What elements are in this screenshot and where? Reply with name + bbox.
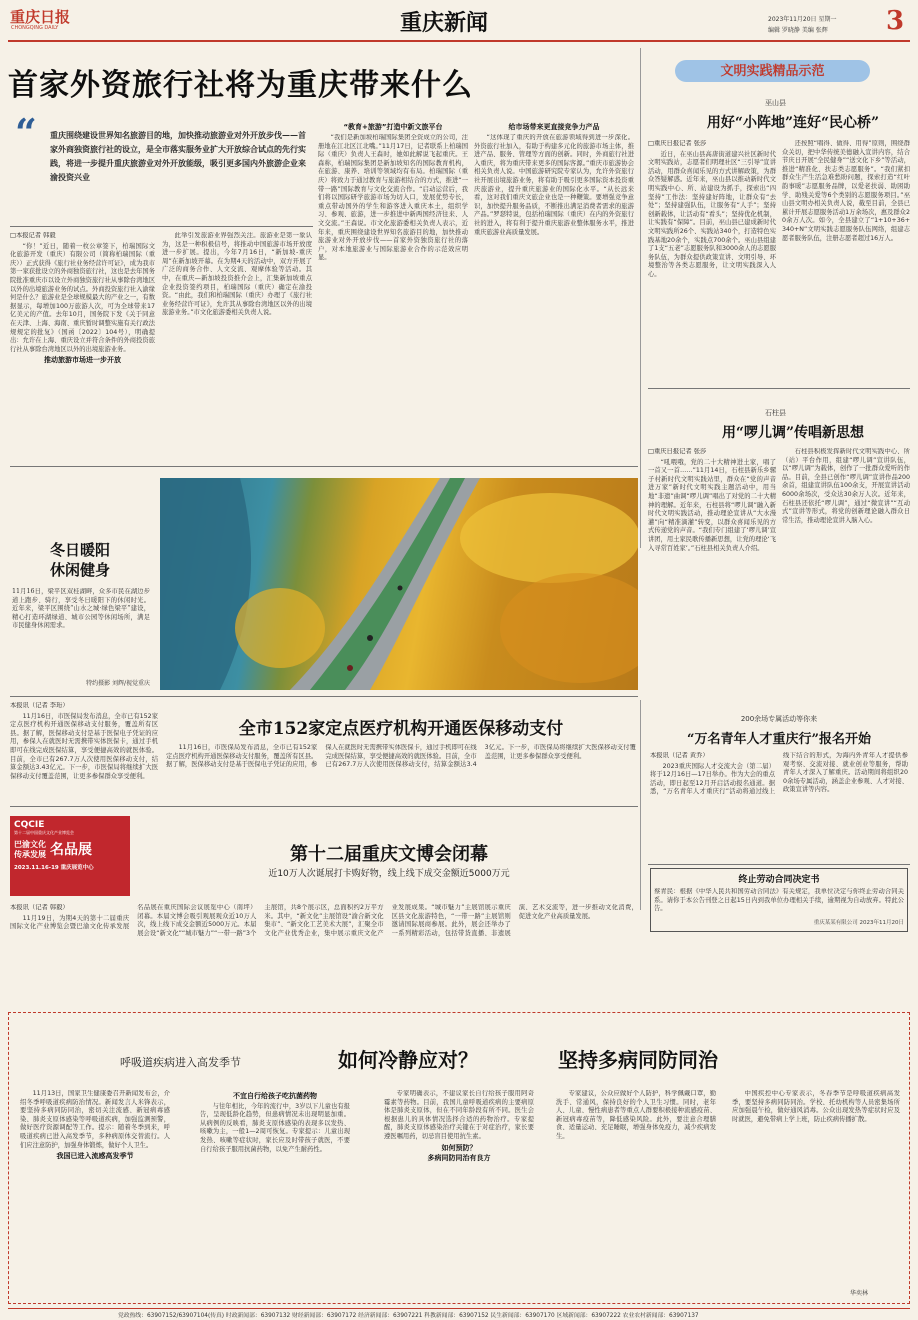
footer-rule xyxy=(8,1308,910,1309)
lead-byline: □本报记者 韩毅 xyxy=(10,232,56,239)
lead-headline: 首家外资旅行社将为重庆带来什么 xyxy=(8,68,473,103)
lead-quote: 重庆围绕建设世界知名旅游目的地，加快推动旅游业对外开放步伐——首家外商独资旅行社的设立，是全市落实服务业扩大开放综合试点的先行实践，将进一步提升重庆旅游业对外开放能级，吸引更多国内外旅游企业来渝投资兴业 xyxy=(50,130,306,182)
wenming-banner-text: 文明实践精品示范 xyxy=(720,64,825,79)
wenming-location-1: 巫山县 xyxy=(765,99,786,107)
health-col4 xyxy=(556,1090,716,1298)
quote-mark-icon: “ xyxy=(15,110,37,155)
labor-notice-sign: 重庆某某有限公司 2023年11月20日 xyxy=(813,920,904,926)
wenming-title-1: 用好“小阵地”连好“民心桥” xyxy=(706,115,880,131)
wenming-col2-text: 还按照“唱得、做得、用得”原则，围绕群众关切，把中华传统美德融入宣讲内容，结合节庆日开展“全民健身”“送文化下乡”等活动，推进“精准化、扶志类志愿服务”。“我们紧扣群众生产生活急难愁盼问题，探索打造“红叶韵事暖”志愿服务品牌，以爱老扶弱、助困助学、助残关爱等6个类别的志愿服务项目。”巫山县文明办相关负责人说，截至目前，全县已累计开展志愿服务活动1万余场次，惠及群众20余万人次。如今，全县建立了“1+10+36+340+N”文明实践志愿服务队伍网络，组建志愿者服务队伍，注册志愿者超过16万人。 xyxy=(782,140,910,242)
newspaper-logo: 重庆日报 xyxy=(10,8,71,26)
lead-col2 xyxy=(162,232,312,460)
expo-body-text: 11月19日，为期4天的第十二届重庆国际文化产业博览会暨巴渝文化传承发展名品展在重庆国际会议展览中心（南坪）闭幕。本届文博会吸引观展观众近10万人次，线上线下成交金额近5000万元。本届展会设“新文化”“城市魅力”“一带一路”3个主展馆，共8个展示区，总面积约2万平方米。其中，“新文化”主展馆设“渝合新文化集市”、“新文化工艺美术大展”，汇聚全市文化产业优秀企业，集中展示重庆文化产业发展成果。“城市魅力”主展馆展示重庆区县文化旅游特色，“一带一路”主展馆则邀请国际展商参展。此外，展会还举办了一系列精彩活动，包括带货直播、非遗展演、艺术交流等，进一步推动文化消费，促进文化产业高质量发展。 xyxy=(10,904,638,937)
labor-notice xyxy=(650,868,908,932)
expo-ad-banner-2: 传承发展 xyxy=(14,849,46,859)
health-kicker: 呼吸道疾病进入高发季节 xyxy=(120,1056,241,1069)
lead-col3 xyxy=(318,134,468,460)
talent-body xyxy=(650,752,908,860)
health-col1-text: 11月13日，国家卫生健康委召开新闻发布会，介绍冬季呼吸道疾病防治情况。新闻发言人米锋表示，要坚持多病同防同治，密切关注流感、新冠病毒感染、肺炎支原体感染等呼吸道疾病，加强监测预警，做好医疗资源调配等工作。提示：随着冬季到来，呼吸道疾病已进入高发季节，多种病原体交替流行。人们应注意防护，加强身体锻炼，做好个人卫生。 xyxy=(20,1090,170,1149)
health-sub2: 不宜自行给孩子吃抗菌药物 xyxy=(233,1092,317,1100)
photo-title xyxy=(10,540,150,580)
lead-col2-text: 此举引发旅游业界强烈关注。旅游业是第一象认为，这是一种积极信号，将推动中国旅游市场开放度进一步扩展。提出，今年7月16日，“新加坡-重庆周”在新加坡开幕。在为期4天的活动中，双方开展了广泛的商务合作、人文交流、观摩体验等活动。其中，在重庆—新加坡投资推介会上，汇集新加坡重点企业投资签约项目，柏瑞国际（重庆）确定在渝投资。“由此，我们和柏瑞国际（重庆）办理了《旅行社业务经营许可证》，允许其从事除台湾地区以外的出境旅游业务。”市文化旅游委相关负责人说。 xyxy=(162,232,312,317)
footer-hotlines: 党政热线：63907152/63907104(传真) 时政新闻部：63907132 财经新闻部：63907172 经济新闻部：63907221 科教新闻部：63907152 民生新闻部：63907170 区域新闻部：63907222 农业农村新闻部：63907137 xyxy=(118,1313,699,1319)
health-col4-text: 专家建议，公众应做好个人防护，科学佩戴口罩，勤洗手、常通风，保持良好的个人卫生习惯。同时，老年人、儿童、慢性病患者等重点人群要积极接种流感疫苗、新冠病毒疫苗等，降低感染风险。此外，要注意合理膳食、适量运动、充足睡眠，增强身体免疫力，减少疾病发生。 xyxy=(556,1090,716,1140)
medical-body xyxy=(166,744,636,800)
expo-body xyxy=(10,904,638,976)
issue-date: 2023年11月20日 星期一 xyxy=(768,16,837,23)
page-number: 3 xyxy=(886,6,905,36)
photo-credit: 特约摄影 刘辉/视觉重庆 xyxy=(86,680,150,687)
lead-col4-text: “这体现了重庆的开放在旅游领域得到进一步深化。外资旅行社加入，有助于构建多元化的旅游市场主体，推进产品、服务、管理等方面的创新。同时，外商旅行社进入重庆，将为重庆带来更多的国际客源。”重庆市旅游协会相关负责人说。中国旅游研究院专家认为，允许外资旅行社开展出境旅游业务，将有助于吸引更多国际资本投资重庆旅游业，提升重庆旅游业的国际化水平。“从长远来看，这对我们重庆文旅企业也是一种鞭策。要增强竞争意识，加快提升服务品质，不断推出满足消费者需求的旅游产品。”罗瑟特说，包括柏瑞国际（重庆）在内的外资旅行社的进入，将有利于提升重庆旅游业整体服务水平，推进重庆旅游业高质量发展。 xyxy=(474,134,634,236)
expo-ad-logo: CQCIE xyxy=(14,820,45,830)
expo-ad-banner-1: 巴渝文化 xyxy=(14,839,46,849)
section-name: 重庆新闻 xyxy=(400,10,489,36)
medical-headline: 全市152家定点医疗机构开通医保移动支付 xyxy=(238,719,564,739)
shizhu-col1 xyxy=(648,448,776,690)
expo-ad-dates: 2023.11.16-19 重庆展览中心 xyxy=(14,865,94,871)
medical-lead-col xyxy=(10,702,158,802)
park-photo xyxy=(160,478,638,690)
health-question: 如何冷静应对？ xyxy=(338,1048,478,1072)
shizhu-location: 石柱县 xyxy=(765,409,786,417)
shizhu-byline: □重庆日报记者 张莎 xyxy=(648,448,707,455)
labor-notice-title: 终止劳动合同决定书 xyxy=(738,875,820,885)
health-sub4: 多病同防同治有良方 xyxy=(427,1154,491,1163)
shizhu-title: 用“啰儿调”传唱新思想 xyxy=(721,425,865,441)
health-col5 xyxy=(732,1090,900,1286)
masthead-rule xyxy=(8,40,910,42)
lead-sub3: 给市场带来更直接竞争力产品 xyxy=(508,123,600,131)
wenming-banner xyxy=(675,60,870,82)
health-col1 xyxy=(20,1090,170,1298)
expo-ad xyxy=(10,816,130,896)
health-col2-text: 与往年相比，今年的流行中，3岁以下儿童也有报告，呈现低龄化趋势，但患病情况未出现明显加重。从病例的反映看，肺炎支原体感染的表现多以发热、咳嗽为主，一般1—2周可恢复。专家提示：儿童出现发热、咳嗽等症状时，家长应及时带孩子就医，不要自行给孩子服用抗菌药物，以免产生耐药性。 xyxy=(200,1102,350,1153)
shizhu-col1-text: “吼喂哦，党的二十大精神进土家，唱了一首又一首……”11月14日，石柱县新乐乡骡子村新时代文明实践站里，群众在“党的声音进万家”新时代文明实践主题活动中，用当地“非遗”曲调“啰儿调”唱出了对党的二十大精神的理解。近年来，石柱县将“啰儿调”融入新时代文明实践活动，推动理论宣讲从“大水漫灌”向“精准滴灌”转变，以群众喜闻乐见的方式传递党的声音。“我们专门组建了‘啰儿调’宣讲团，用土家民歌传播新思想，让党的理论‘飞入寻常百姓家’。”石柱县相关负责人介绍。 xyxy=(648,458,776,552)
wenming-col1-text: 近日，在巫山县高唐街道建兴社区新时代文明实践站，志愿者们明理社区“三引导”宣讲活动，用群众喜闻乐见的方式讲解政策，为群众答疑解惑。近年来，巫山县以推动新时代文明实践中心、所、站建设为抓手，探索出“四坚持”工作法：坚持建好阵地，让群众有“去处”；坚持建强队伍，让服务有“人手”；坚持创新载体，让活动有“看头”；坚持优化机制，让实践有“保障”。目前，巫山县已建成新时代文明实践所26个、实践站340个，打造特色实践基地20余个，实践点700余个。巫山县组建了1支“五老”志愿服务队和3000余人的志愿服务队伍，为群众提供政策宣讲、文明引导、环境整治等各类志愿服务，让文明实践深入人心。 xyxy=(648,150,776,278)
photo-title-1: 冬日暖阳 xyxy=(49,541,110,559)
labor-notice-text: 蔡青民：根据《中华人民共和国劳动合同法》有关规定，我单位决定与你终止劳动合同关系。请你于本公告刊登之日起15日内到我单位办理相关手续，逾期视为自动放弃。特此公告。 xyxy=(654,888,904,913)
health-sub3: 如何预防？ xyxy=(441,1143,477,1152)
health-col2 xyxy=(200,1090,350,1298)
talent-headline: “万名青年人才重庆行”报名开始 xyxy=(687,732,871,747)
lead-col3-text: “我们是新加坡柏瑞国际集团全资成立的公司，注册地在江北区江北嘴。”11月17日，记者联系上柏瑞国际（重庆）负责人王森时，她如此解说飞起重庆。王森称，柏瑞国际集团是新加坡知名的国际教育机构，在旅游、康养、培训等领域均有布局。柏瑞国际（重庆）将致力于通过教育与旅游相结合的方式，推进“一带一路”国际教育与文化交流合作。“启动运营后，我们将以国际研学旅游市场为切入口，发展优势专长，重点带动国外的学生和游客进入重庆本土，组织学习、参观、旅游，进一步推进中新两国经济往来、人文交流。”王森说。市文化旅游委相关负责人表示，近年来，重庆围绕建设世界知名旅游目的地，加快推动旅游业对外开放步伐——首家外资独资旅行社的落户，对本地旅游业与国际旅游业合作的示范效应明显。 xyxy=(318,134,468,262)
expo-subtitle: 近10万人次诞展打卡购好物，线上线下成交金额近5000万元 xyxy=(268,869,510,879)
photo-title-2: 休闲健身 xyxy=(49,561,110,579)
newspaper-logo-en: CHONGQING DAILY xyxy=(11,25,59,31)
issue-editors: 编辑 罗晓静 美编 张辉 xyxy=(768,27,828,34)
shizhu-col2-text: 石柱县积极发挥新时代文明实践中心、所（站）平台作用，组建“啰儿调”宣讲队伍，以“啰儿调”为载体，创作了一批群众爱听的作品。目前，全县已创作“啰儿调”宣讲作品200余首，组建宣讲队伍100余支，开展宣讲活动6000余场次，受众达30余万人次。近年来，石柱县还依托“啰儿调”，通过“微宣讲”“互动式”宣讲等形式，将党的创新理论融入群众日常生活，推动理论宣讲入脑入心。 xyxy=(782,448,910,524)
medical-byline: 本报讯（记者 李珩） xyxy=(10,702,69,709)
talent-byline: 本报讯（记者 黄乔） xyxy=(650,752,709,759)
wenming-byline-1: □重庆日报记者 张莎 xyxy=(648,140,707,147)
talent-body-text: 2023重庆国际人才交流大会（第二届）将于12月16日—17日举办。作为大会的重点活动，即日起至12月开启活动报名通道。据悉，“万名青年人才重庆行”活动将通过线上线下结合的形式，为海内外青年人才提供参观考察、交流对接、就业创业等服务，帮助青年人才深入了解重庆。活动期间将组织200余场专属活动，涵盖企业参观、人才对接、政策宣讲等内容。 xyxy=(650,752,908,796)
shizhu-col2 xyxy=(782,448,910,690)
lead-sub2: “教育+旅游”打造中新文旅平台 xyxy=(343,123,443,131)
health-col5-text: 中国疾控中心专家表示，冬春季节是呼吸道疾病高发季，要坚持多病同防同治。学校、托幼机构等人员密集场所应加强晨午检，做好通风消毒。公众出现发热等症状时应及时就医，避免带病上学上班，防止疾病传播扩散。 xyxy=(732,1090,900,1123)
park-photo-art xyxy=(160,478,638,690)
lead-col1 xyxy=(10,232,155,460)
expo-byline: 本报讯（记者 韩毅） xyxy=(10,904,69,911)
lead-sub1: 推动旅游市场进一步开放 xyxy=(44,356,121,365)
health-author: 华奕林 xyxy=(850,1290,869,1297)
expo-ad-sub: 第十二届中国重庆文化产业博览会 xyxy=(14,830,74,835)
wenming-col1 xyxy=(648,140,776,380)
medical-body-text: 11月16日，市医保局发布消息，全市已有152家定点医疗机构开通医保移动支付服务，覆盖所有区县。据了解，医保移动支付是基于医保电子凭证的应用，参保人在就医时无需携带实体医保卡，通过手机即可在线完成医保结算，享受便捷高效的就医体验。目前，全市已有267.7万人次使用医保移动支付，结算金额达3.43亿元。下一步，市医保局将继续扩大医保移动支付覆盖范围，让更多参保群众享受便利。 xyxy=(166,744,636,769)
photo-caption: 11月16日，梁平区双桂湖畔，众多市民在湖边步道上跑步、骑行，享受冬日暖阳下的休闲时光。近年来，梁平区围绕“山水之城·绿色梁平”建设，精心打造环湖绿道、城市公园等休闲场所，满足市民健身休闲需求。 xyxy=(12,588,150,630)
health-sub1: 我国已进入流感高发季节 xyxy=(56,1152,134,1161)
health-col3 xyxy=(384,1090,534,1298)
expo-headline: 第十二届重庆文博会闭幕 xyxy=(290,844,488,865)
wenming-col2 xyxy=(782,140,910,380)
health-answer: 坚持多病同防同治 xyxy=(558,1048,718,1072)
lead-col1-text: “你！”近日，随着一枚公章签下，柏瑞国际文化旅游开发（重庆）有限公司（简称柏瑞国际（重庆））正式获得《旅行社业务经营许可证》，成为我市第一家获批设立的外商独资旅行社，这也是去年国务院批准重庆市以设立外商独资旅行社从事除台湾地区以外的出境旅游业务的试点。外商投资旅行社入渝缘何是什么？旅游业是全球规模最大的产业之一，有数据显示，每增加100万旅游人次，可为全球带来17亿美元的产值。去年10月，国务院下发《关于同意在天津、上海、海南、重庆暂时调整实施有关行政法规规定的批复》（国函〔2022〕104号），明确提出：允许在上海、重庆设立并符合条件的外商投资旅行社从事除台湾地区以外的出境旅游业务。 xyxy=(10,242,155,353)
masthead xyxy=(0,0,918,44)
talent-kicker: 200余场专属活动等你来 xyxy=(740,715,818,723)
lead-col4 xyxy=(474,134,634,460)
health-col3-text: 专家明确表示，不建议家长自行给孩子服用阿奇霉素等药物。目前，我国儿童呼吸道疾病的主要病原体是肺炎支原体，但在不同年龄段有所不同。医生会根据患儿的具体情况选择合适的药物治疗。专家提醒，肺炎支原体感染治疗关键在于对症治疗，家长要遵医嘱用药，切忌盲目使用抗生素。 xyxy=(384,1090,534,1140)
medical-lead-text: 11月16日，市医保局发布消息，全市已有152家定点医疗机构开通医保移动支付服务，覆盖所有区县。据了解，医保移动支付是基于医保电子凭证的应用，参保人在就医时无需携带实体医保卡，通过手机即可在线完成医保结算，享受便捷高效的就医体验。目前，全市已有267.7万人次使用医保移动支付，结算金额达3.43亿元。下一步，市医保局将继续扩大医保移动支付覆盖范围，让更多参保群众享受便利。 xyxy=(10,712,158,780)
expo-ad-banner-3: 名品展 xyxy=(50,842,92,858)
